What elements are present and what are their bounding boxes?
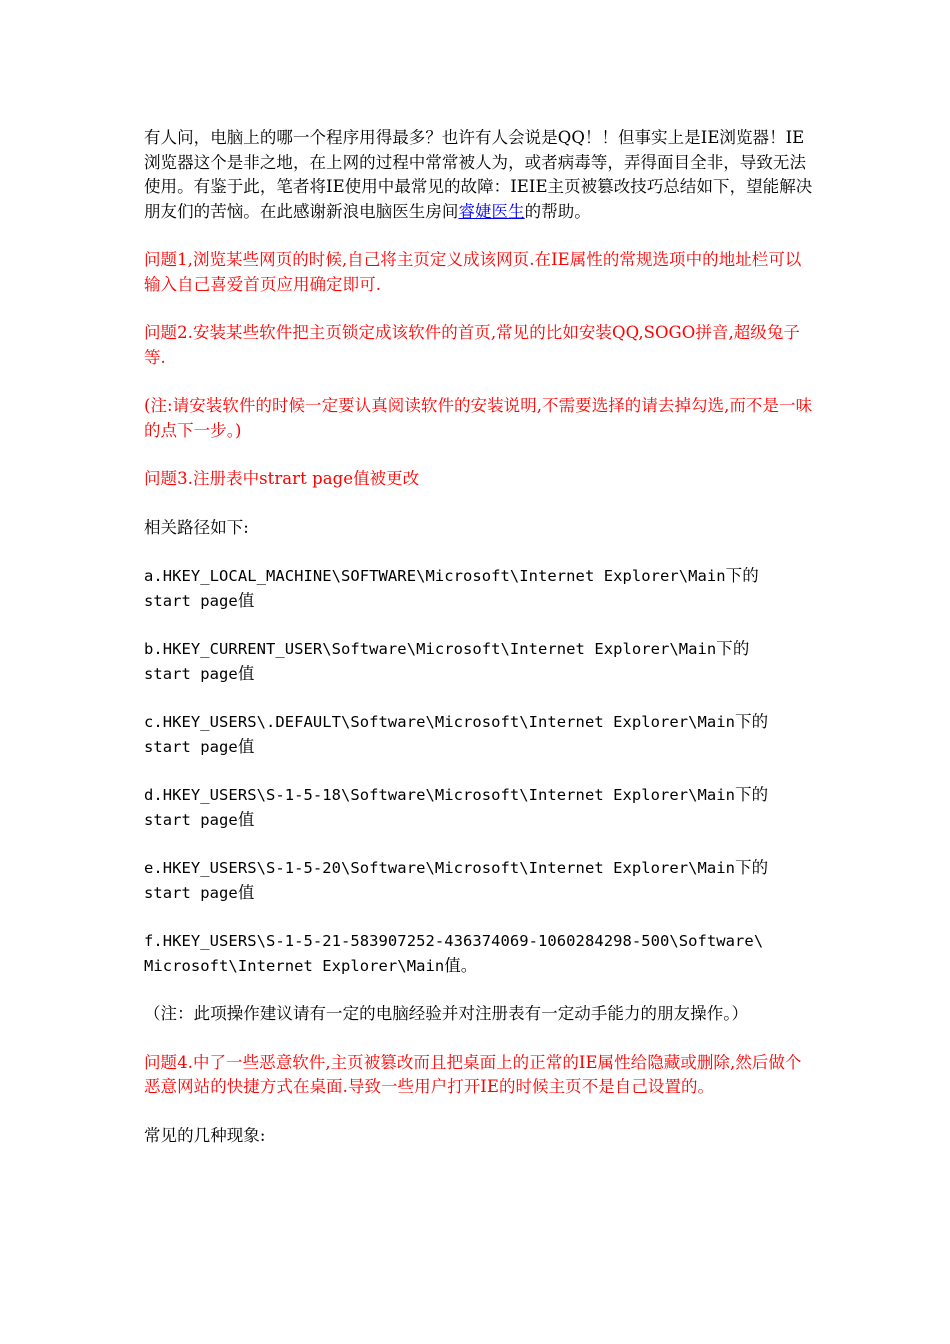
registry-value-tail: 值	[237, 809, 255, 829]
intro-paragraph	[144, 126, 814, 224]
registry-value-tail: 值	[237, 882, 255, 902]
registry-key: c.HKEY_USERS\.DEFAULT\Software\Microsoft\Internet Explorer\Main	[144, 713, 736, 731]
intro-text-part1: 有人问，电脑上的哪一个程序用得最多？也许有人会说是QQ！！但事实上是IE浏览器！IE浏览器这个是非之地，在上网的过程中常常被人为，或者病毒等，弄得面目全非，导致无法使用。有鉴于此，笔者将IE使用中最常见的故障：IEIE主页被篡改技巧总结如下，望能解决朋友们的苦恼。在此感谢新浪电脑医生房间	[144, 128, 813, 221]
question-4: 问题4.中了一些恶意软件,主页被篡改而且把桌面上的正常的IE属性给隐藏或删除,然后做个恶意网站的快捷方式在桌面.导致一些用户打开IE的时候主页不是自己设置的。	[144, 1052, 802, 1096]
registry-key: d.HKEY_USERS\S-1-5-18\Software\Microsoft\Internet Explorer\Main	[144, 786, 736, 804]
question-2: 问题2.安装某些软件把主页锁定成该软件的首页,常见的比如安装QQ,SOGO拼音,超级兔子等.	[144, 323, 800, 367]
registry-value-tail: 值	[237, 590, 255, 610]
registry-key: b.HKEY_CURRENT_USER\Software\Microsoft\Internet Explorer\Main	[144, 640, 717, 658]
registry-key-line2: Microsoft\Internet Explorer\Main	[144, 956, 445, 975]
question-3: 问题3.注册表中strart page值被更改	[144, 469, 420, 488]
registry-path-f	[144, 929, 814, 978]
registry-path-b	[144, 637, 814, 686]
registry-key-suffix: 下的	[716, 639, 750, 658]
registry-value-name: start page	[144, 737, 238, 756]
install-note: (注:请安装软件的时候一定要认真阅读软件的安装说明,不需要选择的请去掉勾选,而不是一味的点下一步。)	[144, 396, 813, 440]
registry-path-c	[144, 710, 814, 759]
registry-key-suffix: 下的	[735, 858, 769, 877]
registry-path-a	[144, 564, 814, 613]
intro-text-part2: 的帮助。	[524, 201, 591, 221]
registry-value-tail: 值	[237, 663, 255, 683]
phenomena-heading: 常见的几种现象:	[144, 1125, 266, 1145]
registry-key: e.HKEY_USERS\S-1-5-20\Software\Microsoft\Internet Explorer\Main	[144, 859, 736, 877]
registry-value-name: start page	[144, 664, 238, 683]
paths-heading: 相关路径如下:	[144, 517, 249, 537]
registry-value-name: start page	[144, 810, 238, 829]
registry-key-suffix: 下的	[735, 785, 769, 804]
registry-note: （注：此项操作建议请有一定的电脑经验并对注册表有一定动手能力的朋友操作。）	[144, 1004, 749, 1023]
registry-value-tail: 值。	[444, 955, 478, 975]
registry-key-suffix: 下的	[725, 566, 759, 585]
registry-path-e	[144, 856, 814, 905]
document-body	[144, 126, 814, 1172]
question-1: 问题1,浏览某些网页的时候,自己将主页定义成该网页.在IE属性的常规选项中的地址栏可以输入自己喜爱首页应用确定即可.	[144, 250, 802, 294]
registry-key-line1: f.HKEY_USERS\S-1-5-21-583907252-436374069-1060284298-500\Software\	[144, 932, 764, 950]
registry-value-tail: 值	[237, 736, 255, 756]
registry-key: a.HKEY_LOCAL_MACHINE\SOFTWARE\Microsoft\Internet Explorer\Main	[144, 567, 726, 585]
registry-key-suffix: 下的	[735, 712, 769, 731]
registry-path-d	[144, 783, 814, 832]
registry-value-name: start page	[144, 883, 238, 902]
registry-value-name: start page	[144, 591, 238, 610]
doctor-link[interactable]: 睿婕医生	[458, 201, 525, 221]
